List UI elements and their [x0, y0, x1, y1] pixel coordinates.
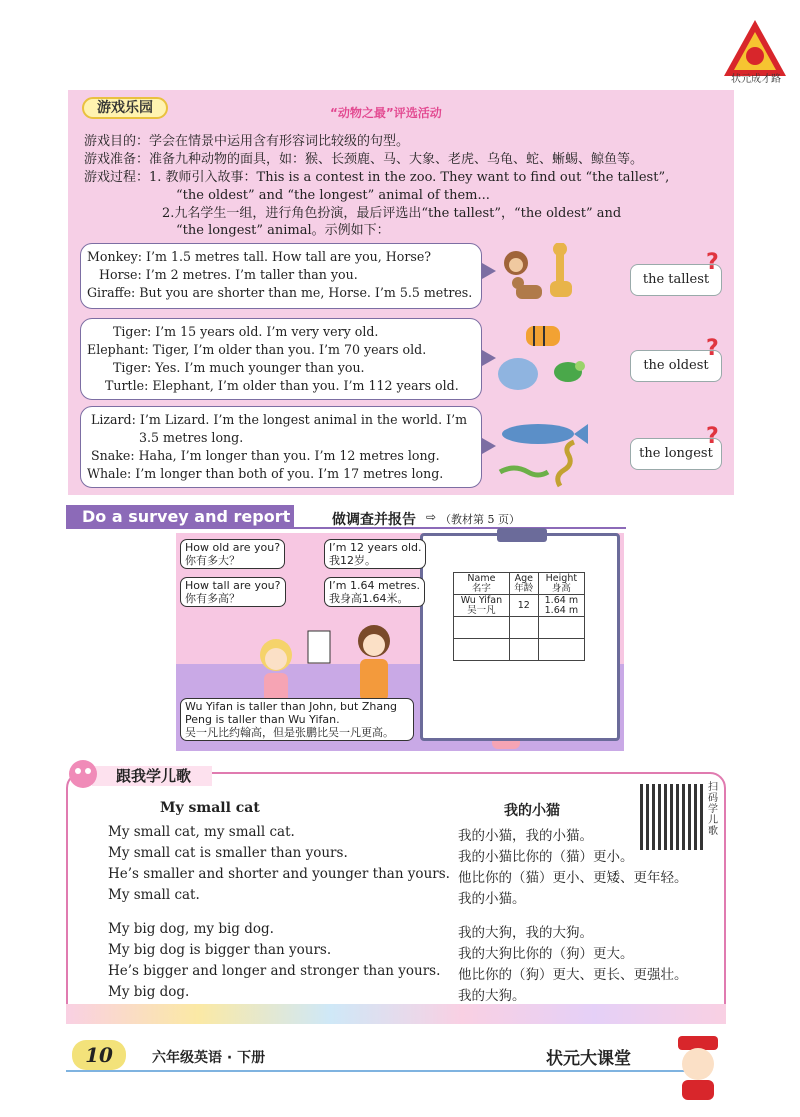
game-tag: 游戏乐园 — [82, 97, 168, 119]
bubble-text-en: Wu Yifan is taller than John, but Zhang — [185, 700, 398, 713]
dialog-line: Snake: Haha, I’m longer than you. I’m 12 metres long. — [91, 448, 440, 463]
dialog-line: Monkey: I’m 1.5 metres tall. How tall are you, Horse? — [87, 249, 432, 264]
intro-line: “the longest” animal。示例如下： — [176, 223, 390, 238]
table-header — [454, 573, 510, 595]
footer-line — [66, 1070, 706, 1072]
dialog-line: Whale: I’m longer than both of you. I’m 17 metres long. — [87, 466, 444, 481]
dialog-line: Turtle: Elephant, I’m older than you. I’m 112 years old. — [105, 378, 459, 393]
bubble-text-en: I’m 12 years old. — [329, 541, 422, 554]
bubble-question-age — [180, 539, 285, 569]
arrow-icon: ⇨ — [426, 510, 437, 524]
dialog-line: Lizard: I’m Lizard. I’m the longest animal in the world. I’m — [91, 412, 468, 427]
bubble-text-cn: 我身高1.64米。 — [329, 592, 409, 605]
song-line-en: My small cat. — [108, 887, 200, 903]
survey-heading: Do a survey and report — [66, 505, 294, 529]
dialog-tallest — [80, 243, 482, 309]
header-cn: 名字 — [471, 582, 491, 594]
song-line-cn: 我的小猫，我的小猫。 — [458, 828, 593, 844]
question-mark-icon: ? — [706, 424, 719, 449]
decorative-strip — [66, 1004, 726, 1024]
book-title: 六年级英语 · 下册 — [152, 1050, 266, 1066]
table-header-row — [454, 573, 585, 595]
header-en: Age — [514, 572, 533, 584]
dialog-line: Tiger: I’m 15 years old. I’m very very old. — [113, 324, 379, 339]
dialog-line: Horse: I’m 2 metres. I’m taller than you. — [99, 267, 358, 282]
clip — [497, 528, 547, 542]
survey-clipboard — [420, 533, 620, 741]
song-tag: 跟我学儿歌 — [92, 766, 212, 786]
table-row — [454, 639, 585, 661]
song-line-en: He’s smaller and shorter and younger than yours. — [108, 866, 450, 882]
song-line-cn: 他比你的（猫）更小、更矮、更年轻。 — [458, 870, 688, 886]
game-title: “动物之最”评选活动 — [330, 106, 442, 120]
dialog-line: Tiger: Yes. I’m much younger than you. — [113, 360, 365, 375]
table-row — [454, 595, 585, 617]
bubble-tail — [482, 350, 496, 366]
dialog-line: Giraffe: But you are shorter than me, Horse. I’m 5.5 metres. — [87, 285, 473, 300]
survey-title-cn: 做调查并报告 — [332, 512, 416, 528]
logo-text: 状元成才路 — [731, 74, 781, 85]
monkey-giraffe-horse-illustration — [498, 243, 584, 309]
song-line-en: My small cat, my small cat. — [108, 824, 295, 840]
song-title-en: My small cat — [160, 800, 260, 816]
table-header — [538, 573, 584, 595]
bubble-text-cn: 我12岁。 — [329, 554, 376, 567]
qr-label: 扫码学儿歌 — [708, 782, 718, 837]
song-line-en: My small cat is smaller than yours. — [108, 845, 348, 861]
qr-code-icon[interactable] — [640, 784, 706, 850]
dialog-longest — [80, 406, 482, 488]
tiger-elephant-turtle-illustration — [496, 322, 588, 396]
table-cell: 12 — [509, 595, 538, 617]
bubble-text-cn: 吴一凡比约翰高，但是张鹏比吴一凡更高。 — [185, 726, 394, 739]
bubble-answer-age — [324, 539, 426, 569]
song-title-cn: 我的小猫 — [504, 803, 560, 819]
song-line-cn: 我的大狗，我的大狗。 — [458, 925, 593, 941]
bubble-question-height — [180, 577, 286, 607]
song-section — [66, 772, 726, 1024]
answer-oldest: the oldest — [630, 350, 722, 382]
bubble-tail — [482, 263, 496, 279]
mascot-icon — [66, 756, 100, 790]
table-cell — [454, 595, 510, 617]
intro-line: “the oldest” and “the longest” animal of them... — [176, 188, 490, 203]
cell-height: 1.64 m — [544, 594, 579, 606]
cell-name-cn: 吴一凡 — [467, 604, 496, 616]
header-cn: 年龄 — [514, 582, 534, 594]
header-cn: 身高 — [551, 582, 571, 594]
intro-line: 2.九名学生一组，进行角色扮演，最后评选出“the tallest”，“the oldest” and — [162, 206, 622, 221]
song-line-en: My big dog. — [108, 984, 190, 1000]
mascot-boy-icon — [668, 1030, 728, 1102]
survey-textbook-ref: （教材第 5 页） — [440, 513, 520, 526]
question-mark-icon: ? — [706, 250, 719, 275]
table-cell — [538, 595, 584, 617]
intro-line: 游戏过程：1. 教师引入故事：This is a contest in the zoo. They want to find out “the tallest”, — [84, 170, 670, 185]
question-mark-icon: ? — [706, 336, 719, 361]
song-line-en: My big dog is bigger than yours. — [108, 942, 332, 958]
bubble-answer-height — [324, 577, 425, 607]
dialog-oldest — [80, 318, 482, 400]
dialog-line: Elephant: Tiger, I’m older than you. I’m 70 years old. — [87, 342, 427, 357]
song-line-cn: 我的大狗比你的（狗）更大。 — [458, 946, 634, 962]
answer-longest: the longest — [630, 438, 722, 470]
cell-name-en: Wu Yifan — [460, 594, 503, 606]
bubble-text-cn: 你有多高？ — [185, 592, 240, 605]
bubble-text-cn: 你有多大？ — [185, 554, 240, 567]
song-line-cn: 我的小猫。 — [458, 891, 526, 907]
bubble-text-en: I’m 1.64 metres. — [329, 579, 421, 592]
survey-table — [453, 572, 585, 661]
dialog-line: 3.5 metres long. — [139, 430, 244, 445]
cell-height: 1.64 m — [544, 604, 579, 616]
header-en: Height — [545, 572, 578, 584]
intro-line: 游戏准备：准备九种动物的面具，如：猴、长颈鹿、马、大象、老虎、乌龟、蛇、蜥蜴、鲸鱼等。 — [84, 152, 644, 167]
page-number: 10 — [72, 1040, 126, 1070]
song-line-en: My big dog, my big dog. — [108, 921, 274, 937]
bubble-report — [180, 698, 414, 741]
song-line-en: He’s bigger and longer and stronger than yours. — [108, 963, 441, 979]
bubble-text-en: How old are you? — [185, 541, 281, 554]
header-en: Name — [467, 572, 496, 584]
table-header — [509, 573, 538, 595]
intro-line: 游戏目的：学会在情景中运用含有形容词比较级的句型。 — [84, 134, 410, 149]
song-line-cn: 我的大狗。 — [458, 988, 526, 1004]
bubble-text-en: How tall are you? — [185, 579, 281, 592]
bubble-text-en: Peng is taller than Wu Yifan. — [185, 713, 340, 726]
song-line-cn: 我的小猫比你的（猫）更小。 — [458, 849, 634, 865]
brand-name: 状元大课堂 — [546, 1049, 631, 1069]
answer-tallest: the tallest — [630, 264, 722, 296]
song-line-cn: 他比你的（狗）更大、更长、更强壮。 — [458, 967, 688, 983]
whale-lizard-snake-illustration — [494, 404, 590, 488]
table-row — [454, 617, 585, 639]
